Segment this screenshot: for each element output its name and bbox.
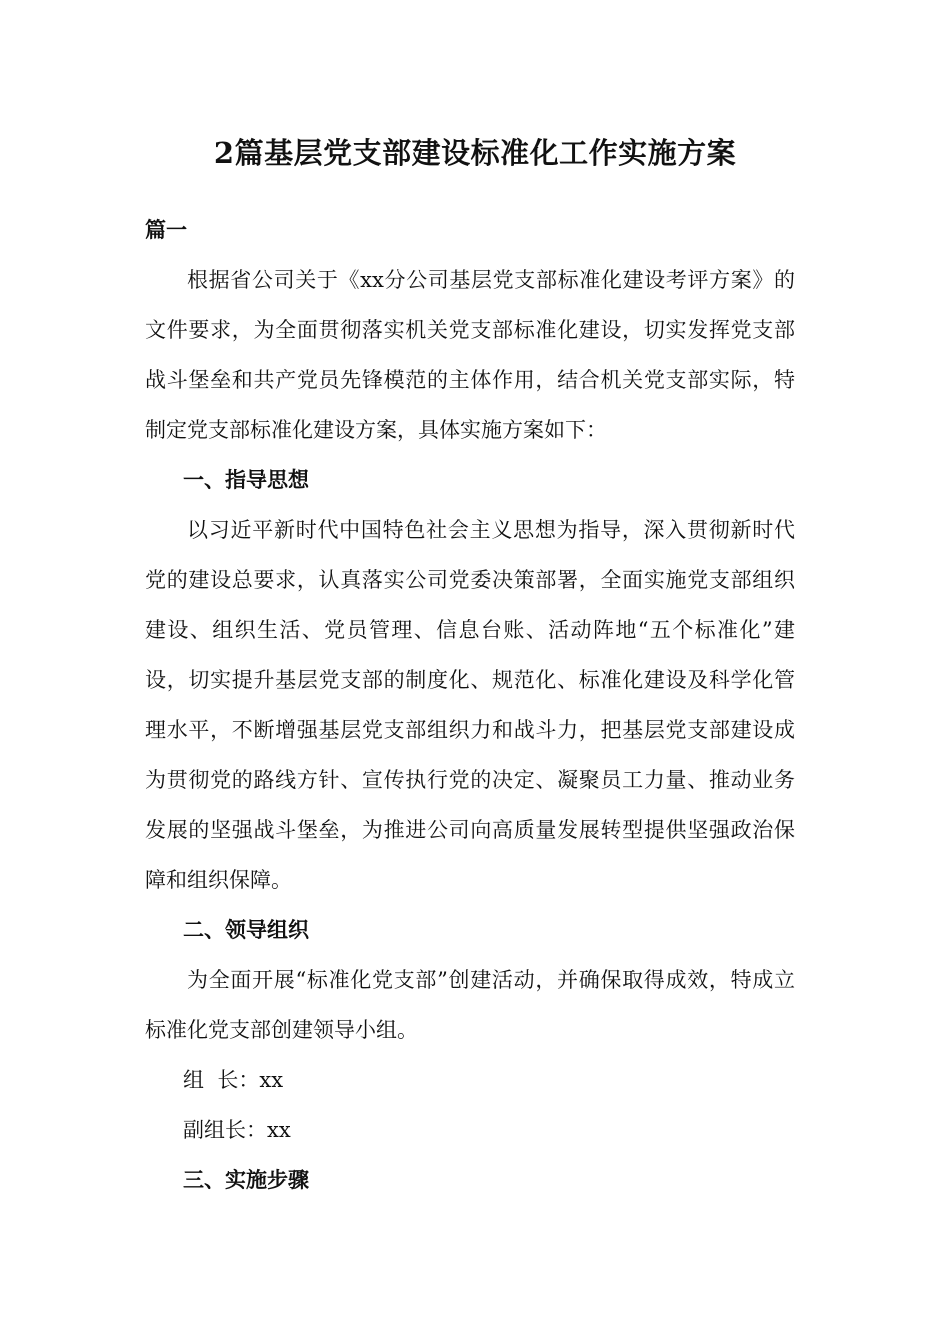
section-paragraph-guiding-thought: 以习近平新时代中国特色社会主义思想为指导，深入贯彻新时代党的建设总要求，认真落实公司党委决策部署，全面实施党支部组织建设、组织生活、党员管理、信息台账、活动阵地“五个标准化”建设，切实提升基层党支部的制度化、规范化、标准化建设及科学化管理水平，不断增强基层党支部组织力和战斗力，把基层党支部建设成为贯彻党的路线方针、宣传执行党的决定、凝聚员工力量、推动业务发展的坚强战斗堡垒，为推进公司向高质量发展转型提供坚强政治保障和组织保障。	[145, 518, 795, 892]
section-heading-implementation-steps: 三、实施步骤	[183, 1167, 309, 1192]
leader-line: 组 长：xx	[183, 1068, 284, 1092]
deputy-line: 副组长：xx	[183, 1118, 291, 1142]
document-title: 2篇基层党支部建设标准化工作实施方案	[213, 136, 737, 170]
intro-paragraph: 根据省公司关于《xx分公司基层党支部标准化建设考评方案》的文件要求，为全面贯彻落实机关党支部标准化建设，切实发挥党支部战斗堡垒和共产党员先锋模范的主体作用，结合机关党支部实际，特制定党支部标准化建设方案，具体实施方案如下：	[145, 268, 795, 442]
section-heading-leadership: 二、领导组织	[183, 917, 309, 942]
document-body	[145, 205, 795, 1205]
section-heading-guiding-thought: 一、指导思想	[183, 467, 309, 492]
part-label: 篇一	[145, 217, 187, 242]
section-paragraph-leadership: 为全面开展“标准化党支部”创建活动，并确保取得成效，特成立标准化党支部创建领导小组。	[145, 968, 795, 1042]
